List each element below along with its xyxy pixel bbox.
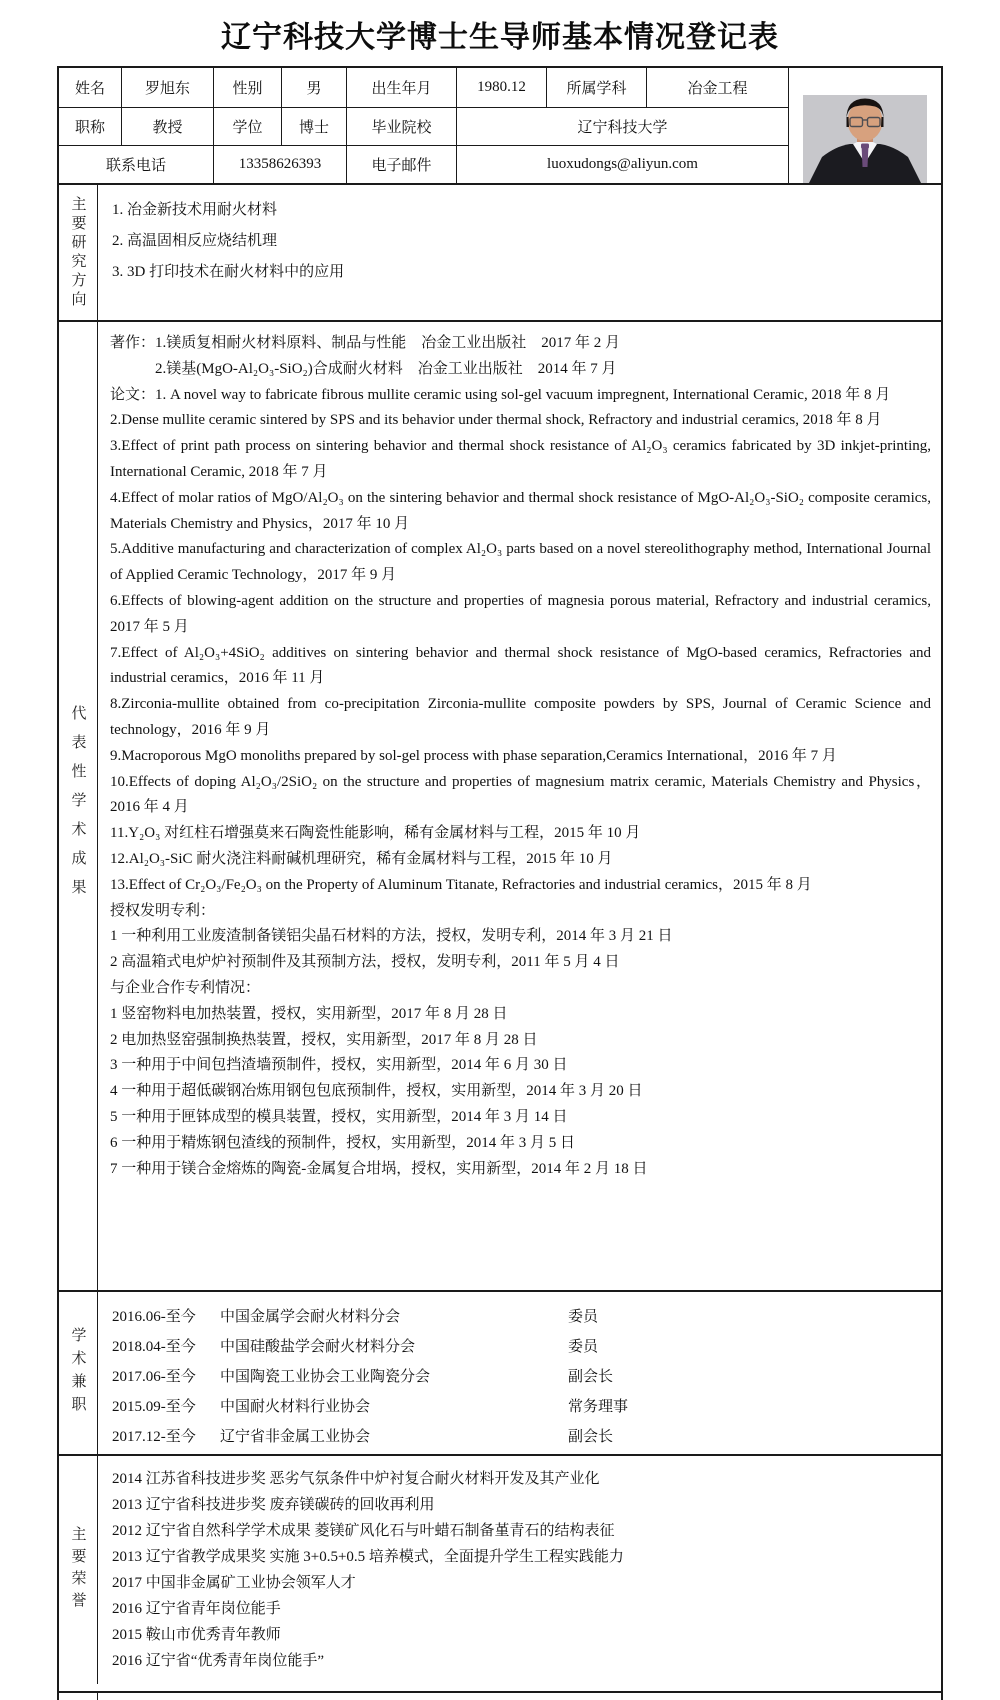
achievement-line: 3.Effect of print path process on sintering behavior and thermal shock resistance of Al₂O₃ ceramics fabricated by 3D inkjet-printing, International Ceramic, 2018 年 7 月 [110, 438, 931, 480]
position-row [112, 1330, 941, 1360]
position-role: 委员 [568, 1308, 599, 1325]
honor-item: 2017 中国非金属矿工业协会领军人才 [112, 1575, 356, 1591]
form-table [57, 66, 943, 1700]
school-label: 毕业院校 [347, 108, 457, 146]
position-role: 副会长 [568, 1368, 614, 1385]
position-period: 2018.04-至今 [112, 1338, 196, 1355]
discipline-value: 冶金工程 [647, 68, 789, 108]
achievement-line: 11.Y₂O₃ 对红柱石增强莫来石陶瓷性能影响，稀有金属材料与工程，2015 年 10 月 [110, 825, 641, 842]
position-role: 副会长 [568, 1428, 614, 1445]
research-direction-item: 2. 高温固相反应烧结机理 [112, 233, 278, 249]
achievement-line: 8.Zirconia-mullite obtained from co-precipitation Zirconia-mullite composite powders by SPS, Journal of Ceramic Science and technology，2016 年 9 月 [110, 696, 931, 738]
name-value: 罗旭东 [122, 68, 214, 108]
achievement-line: 论文：1. A novel way to fabricate fibrous mullite ceramic using sol-gel vacuum impregnent, International Ceramic, 2018 年 8 月 [110, 386, 891, 403]
section-academic-positions [59, 1290, 941, 1454]
achievement-line: 12.Al₂O₃-SiC 耐火浇注料耐碱机理研究，稀有金属材料与工程，2015 年 10 月 [110, 850, 613, 867]
position-role: 常务理事 [568, 1398, 629, 1415]
gender-value: 男 [282, 68, 347, 108]
email-value: luoxudongs@aliyun.com [457, 146, 789, 183]
achievements-section-label: 代表性学术成果 [59, 322, 98, 1290]
position-organization: 中国耐火材料行业协会 [220, 1398, 371, 1415]
honor-item: 2016 辽宁省青年岗位能手 [112, 1601, 281, 1617]
honor-item: 2014 江苏省科技进步奖 恶劣气氛条件中炉衬复合耐火材料开发及其产业化 [112, 1471, 600, 1487]
email-label: 电子邮件 [347, 146, 457, 183]
phone-label: 联系电话 [59, 146, 214, 183]
achievement-line: 授权发明专利： [110, 902, 216, 919]
achievement-line: 6 一种用于精炼钢包渣线的预制件，授权，实用新型，2014 年 3 月 5 日 [110, 1134, 576, 1151]
position-organization: 中国陶瓷工业协会工业陶瓷分会 [220, 1368, 431, 1385]
achievement-list [98, 322, 941, 1290]
position-row [112, 1360, 941, 1390]
position-organization: 中国硅酸盐学会耐火材料分会 [220, 1338, 416, 1355]
research-direction-item: 1. 冶金新技术用耐火材料 [112, 202, 278, 218]
position-row [112, 1300, 941, 1330]
achievement-line: 10.Effects of doping Al₂O₃/2SiO₂ on the structure and properties of magnesium matrix ceramic, Materials Chemistry and Physics，2016 年 4 月 [110, 773, 931, 816]
discipline-label: 所属学科 [547, 68, 647, 108]
page-title: 辽宁科技大学博士生导师基本情况登记表 [221, 21, 779, 54]
honor-item: 2012 辽宁省自然科学学术成果 菱镁矿风化石与叶蜡石制备堇青石的结构表征 [112, 1523, 615, 1539]
next-section-label [59, 1693, 98, 1700]
position-period: 2016.06-至今 [112, 1308, 196, 1325]
position-period: 2017.06-至今 [112, 1368, 196, 1385]
achievement-line: 7 一种用于镁合金熔炼的陶瓷-金属复合坩埚，授权，实用新型，2014 年 2 月 18 日 [110, 1160, 648, 1177]
achievement-line: 2 高温箱式电炉炉衬预制件及其预制方法，授权，发明专利，2011 年 5 月 4 日 [110, 954, 620, 971]
degree-label: 学位 [214, 108, 282, 146]
achievement-line: 4 一种用于超低碳钢冶炼用钢包包底预制件，授权，实用新型，2014 年 3 月 20 日 [110, 1083, 643, 1100]
position-organization: 中国金属学会耐火材料分会 [220, 1308, 401, 1325]
section-honors [59, 1454, 941, 1684]
honor-item: 2013 辽宁省教学成果奖 实施 3+0.5+0.5 培养模式，全面提升学生工程实践能力 [112, 1549, 624, 1565]
basic-info-table [59, 68, 941, 183]
position-row [112, 1390, 941, 1420]
photo-cell [789, 68, 941, 183]
position-period: 2015.09-至今 [112, 1398, 196, 1415]
honor-item: 2016 辽宁省“优秀青年岗位能手” [112, 1653, 325, 1669]
achievement-line: 1 一种利用工业废渣制备镁铝尖晶石材料的方法，授权，发明专利，2014 年 3 月 21 日 [110, 928, 673, 945]
section-research-directions [59, 183, 941, 320]
birth-label: 出生年月 [347, 68, 457, 108]
section-achievements [59, 320, 941, 1290]
achievement-line: 2.Dense mullite ceramic sintered by SPS and its behavior under thermal shock, Refractory and industrial ceramics, 2018 年 8 月 [110, 412, 882, 429]
achievement-line: 5 一种用于匣钵成型的模具装置，授权，实用新型，2014 年 3 月 14 日 [110, 1108, 568, 1125]
section-next-partial [59, 1691, 941, 1700]
degree-value: 博士 [282, 108, 347, 146]
birth-value: 1980.12 [457, 68, 547, 108]
position-period: 2017.12-至今 [112, 1428, 196, 1445]
achievement-line: 1 竖窑物料电加热装置，授权，实用新型，2017 年 8 月 28 日 [110, 1005, 508, 1022]
school-value: 辽宁科技大学 [457, 108, 789, 146]
job-title-label: 职称 [59, 108, 122, 146]
achievement-line: 13.Effect of Cr₂O₃/Fe₂O₃ on the Property of Aluminum Titanate, Refractories and industrial ceramics，2015 年 8 月 [110, 876, 812, 893]
positions-section-label: 学术兼职 [59, 1292, 98, 1454]
achievement-line: 3 一种用于中间包挡渣墙预制件，授权，实用新型，2014 年 6 月 30 日 [110, 1057, 568, 1074]
research-direction-item: 3. 3D 打印技术在耐火材料中的应用 [112, 264, 345, 280]
research-direction-list [98, 185, 941, 320]
achievement-line: 2 电加热竖窑强制换热装置，授权，实用新型，2017 年 8 月 28 日 [110, 1031, 538, 1048]
job-title-value: 教授 [122, 108, 214, 146]
position-role: 委员 [568, 1338, 599, 1355]
research-section-label: 主要研究方向 [59, 185, 98, 320]
achievement-line: 7.Effect of Al₂O₃+4SiO₂ additives on sintering behavior and thermal shock resistance of MgO-based ceramics, Refractories and industrial ceramics，2016 年 11 月 [110, 644, 931, 687]
portrait-photo [803, 95, 927, 183]
position-organization: 辽宁省非金属工业协会 [220, 1428, 371, 1445]
name-label: 姓名 [59, 68, 122, 108]
phone-value: 13358626393 [214, 146, 347, 183]
achievement-line: 2.镁基(MgO-Al₂O₃-SiO₂)合成耐火材料 冶金工业出版社 2014 年 7 月 [110, 360, 617, 377]
achievement-line: 9.Macroporous MgO monoliths prepared by sol-gel process with phase separation,Ceramics International，2016 年 7 月 [110, 747, 837, 764]
honor-list [98, 1456, 941, 1684]
achievement-line: 著作：1.镁质复相耐火材料原料、制品与性能 冶金工业出版社 2017 年 2 月 [110, 335, 621, 351]
honors-section-label: 主要荣誉 [59, 1456, 98, 1684]
achievement-line: 4.Effect of molar ratios of MgO/Al₂O₃ on the sintering behavior and thermal shock resistance of MgO-Al₂O₃-SiO₂ composite ceramics, Materials Chemistry and Physics，2017 年 10 月 [110, 489, 931, 532]
honor-item: 2013 辽宁省科技进步奖 废弃镁碳砖的回收再利用 [112, 1497, 435, 1513]
gender-label: 性别 [214, 68, 282, 108]
achievement-line: 6.Effects of blowing-agent addition on the structure and properties of magnesia porous material, Refractory and industrial ceramics, 2017 年 5 月 [110, 592, 931, 635]
position-row [112, 1420, 941, 1450]
honor-item: 2015 鞍山市优秀青年教师 [112, 1627, 281, 1643]
achievement-line: 与企业合作专利情况： [110, 979, 261, 996]
position-list [98, 1292, 941, 1454]
achievement-line: 5.Additive manufacturing and characterization of complex Al₂O₃ parts based on a novel stereolithography method, International Journal of Applied Ceramic Technology，2017 年 9 月 [110, 541, 931, 584]
